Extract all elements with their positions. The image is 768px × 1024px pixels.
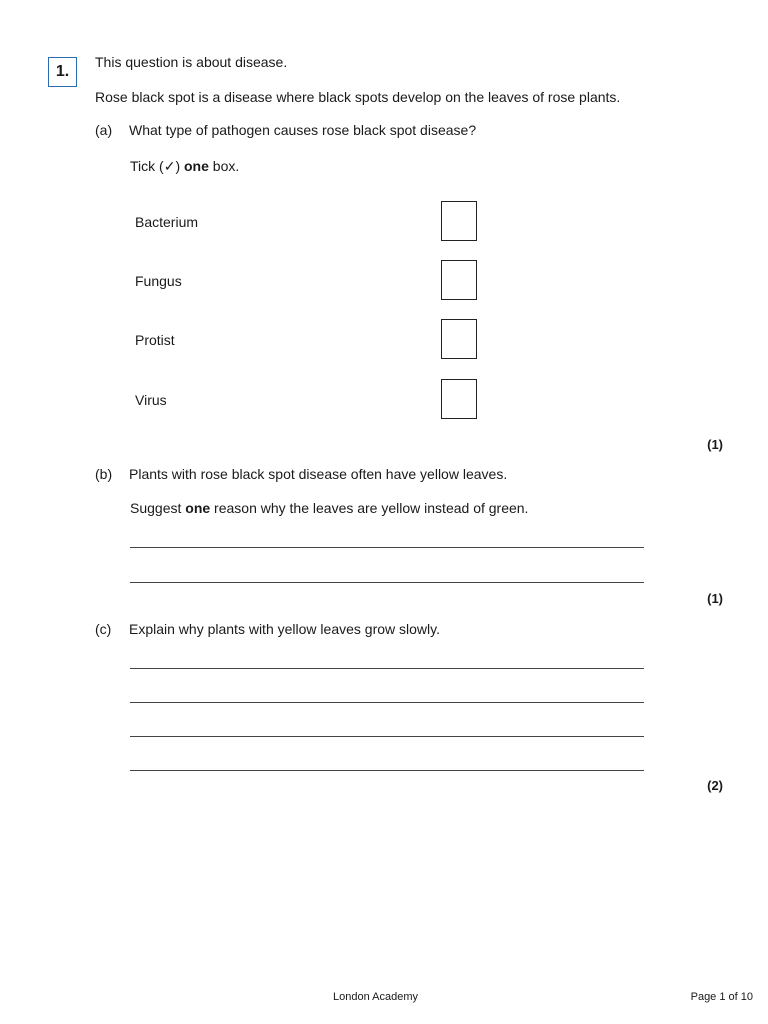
part-b-marks: (1) [707, 591, 723, 606]
part-c-marks: (2) [707, 778, 723, 793]
instruction-emphasis: one [184, 158, 209, 174]
option-label-virus: Virus [135, 392, 167, 408]
part-a-instruction [130, 158, 239, 175]
question-number: 1. [48, 57, 77, 87]
part-b-answer-line-1[interactable] [130, 547, 644, 548]
instruction-prefix: Suggest [130, 500, 186, 516]
tick-icon: ✓ [163, 158, 176, 174]
part-c-question: Explain why plants with yellow leaves grow slowly. [129, 621, 440, 637]
option-label-protist: Protist [135, 332, 175, 348]
instruction-suffix: box. [208, 158, 240, 174]
instruction-prefix: Tick ( [130, 158, 164, 174]
question-context: Rose black spot is a disease where black spots develop on the leaves of rose plants. [95, 89, 621, 105]
footer-institution: London Academy [333, 991, 419, 1003]
part-c-answer-line-4[interactable] [130, 770, 644, 771]
instruction-middle: ) [175, 158, 184, 174]
part-c-answer-line-1[interactable] [130, 668, 644, 669]
part-b-label: (b) [95, 466, 113, 482]
instruction-suffix: reason why the leaves are yellow instead of green. [210, 500, 529, 516]
footer-page-number: Page 1 of 10 [690, 991, 753, 1003]
instruction-emphasis: one [185, 500, 211, 516]
option-label-bacterium: Bacterium [135, 214, 199, 230]
part-c-answer-line-3[interactable] [130, 736, 644, 737]
part-a-marks: (1) [707, 437, 723, 452]
option-checkbox-bacterium[interactable] [441, 201, 477, 241]
part-a-label: (a) [95, 122, 113, 138]
question-intro: This question is about disease. [95, 54, 288, 70]
part-b-question: Plants with rose black spot disease often have yellow leaves. [129, 466, 508, 482]
option-checkbox-protist[interactable] [441, 319, 477, 359]
option-checkbox-virus[interactable] [441, 379, 477, 419]
part-c-label: (c) [95, 621, 112, 637]
part-c-answer-line-2[interactable] [130, 702, 644, 703]
part-a-question: What type of pathogen causes rose black spot disease? [129, 122, 477, 138]
part-b-instruction [130, 500, 528, 516]
option-checkbox-fungus[interactable] [441, 260, 477, 300]
part-b-answer-line-2[interactable] [130, 582, 644, 583]
option-label-fungus: Fungus [135, 273, 182, 289]
